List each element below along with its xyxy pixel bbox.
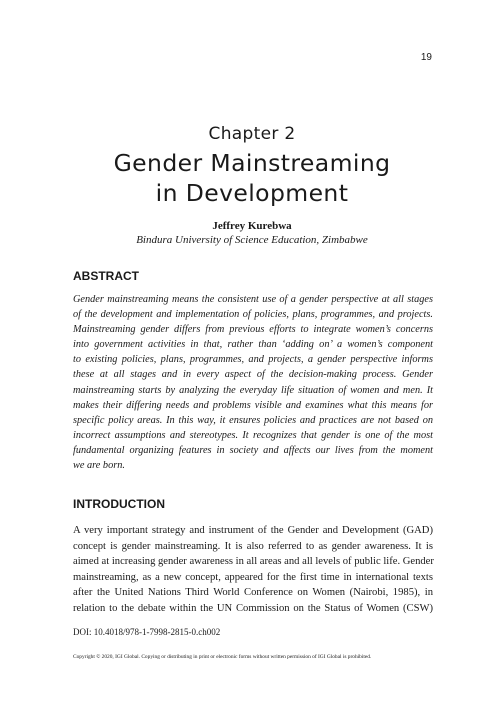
author-name: Jeffrey Kurebwa [212,220,292,232]
abstract-line: these at all stages and in every aspect of the decision-making process. Gender [73,369,433,381]
abstract-body [73,292,433,473]
chapter-title [0,148,504,208]
introduction-line: relation to the debate within the UN Commission on the Status of Women (CSW) [73,602,433,614]
abstract-line: of the development and implementation of policies, plans, programmes, and projects. [73,309,433,321]
author-affiliation: Bindura University of Science Education, Zimbabwe [136,234,368,246]
chapter-label: Chapter 2 [208,124,296,144]
introduction-body [73,523,433,617]
abstract-line: specific policy areas. In this way, it ensures policies and practices are not based on [73,414,433,426]
abstract-line: Mainstreaming gender differs from previous efforts to integrate women’s concerns [73,324,433,336]
abstract-line: to existing policies, plans, programmes, and projects, a gender perspective informs [73,354,433,366]
abstract-line: mainstreaming starts by analyzing the everyday life situation of women and men. It [73,384,433,396]
chapter-title-line-2: in Development [155,179,349,207]
introduction-line: after the United Nations Third World Conference on Women (Nairobi, 1985), in [73,587,433,599]
abstract-line: incorrect assumptions and stereotypes. It recognizes that gender is one of the most [73,429,433,441]
introduction-line: aimed at increasing gender awareness in all areas and all levels of public life. Gender [73,556,434,568]
abstract-heading: ABSTRACT [73,269,139,283]
doi: DOI: 10.4018/978-1-7998-2815-0.ch002 [73,627,221,637]
chapter-title-line-1: Gender Mainstreaming [113,149,391,177]
page-number: 19 [420,52,432,63]
abstract-line: we are born. [73,460,125,472]
introduction-heading: INTRODUCTION [73,497,165,511]
introduction-line: mainstreaming, as a new concept, appeared for the first time in international texts [73,571,433,583]
introduction-line: concept is gender mainstreaming. It is also referred to as gender awareness. It is [73,540,433,552]
abstract-line: Gender mainstreaming means the consistent use of a gender perspective at all stages [73,294,433,305]
abstract-line: fundamental organizing features in society and affects our lives from the moment [73,444,433,456]
introduction-line: A very important strategy and instrument of the Gender and Development (GAD) [73,525,433,536]
abstract-line: into government activities in that, rather than ‘adding on’ a women’s component [73,339,433,351]
abstract-line: makes their differing needs and problems visible and examines what this means for [73,399,433,411]
copyright-notice: Copyright © 2020, IGI Global. Copying or distributing in print or electronic forms without written permission of IGI Global is prohibited. [73,654,372,660]
